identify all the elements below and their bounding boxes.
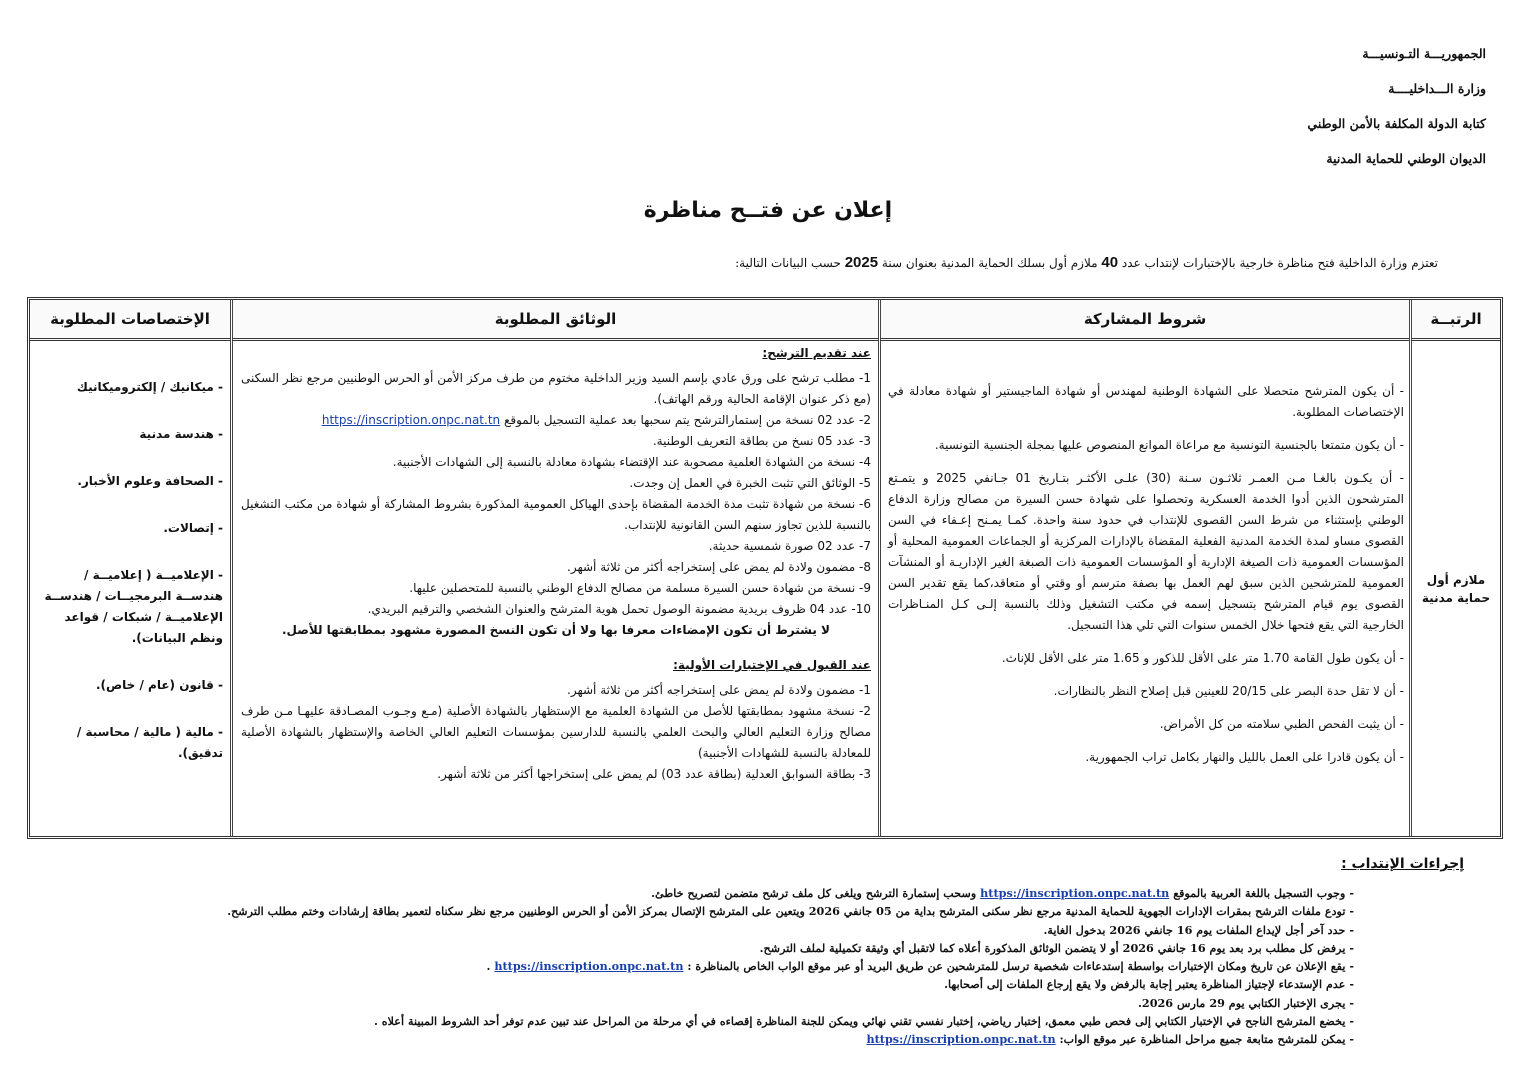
document-item bbox=[241, 536, 871, 557]
document-item bbox=[241, 368, 871, 410]
procedures-list bbox=[54, 884, 1354, 1049]
procedure-text: يمكن للمترشح متابعة جميع مراحل المناظرة عبر موقع الواب: bbox=[1059, 1032, 1346, 1047]
document-item bbox=[241, 557, 871, 578]
procedure-text: عدم الإستدعاء لإجتياز المناظرة يعتبر إجابة بالرفض ولا يقع إرجاع الملفات إلى أصحابها. bbox=[944, 977, 1346, 992]
procedure-item bbox=[54, 957, 1354, 975]
specialties-list bbox=[33, 377, 223, 764]
document-item bbox=[241, 494, 871, 536]
procedure-item bbox=[54, 994, 1354, 1012]
document-item-text: 4- نسخة من الشهادة العلمية مصحوبة عند الإقتضاء بشهادة معادلة بالنسبة إلى الشهادات الأجنبية. bbox=[392, 455, 871, 469]
intro-text-2: ملازم أول بسلك الحماية المدنية بعنوان سنة bbox=[881, 256, 1098, 270]
specialty-item: - ميكانيك / إلكتروميكانيك bbox=[76, 380, 223, 394]
republic-name: الجمهوريـــة التـونسيـــة bbox=[1362, 46, 1486, 61]
document-item-text: 6- نسخة من شهادة تثبت مدة الخدمة المقضاة بإحدى الهياكل العمومية المذكورة بشروط المشاركة أو شهادة من مكتب التشغيل بالنسبة للذين تجاوز سنهم السن القانونية للإنتداب. bbox=[241, 497, 871, 532]
registration-link[interactable]: https://inscription.onpc.nat.tn bbox=[980, 886, 1170, 900]
procedure-item bbox=[54, 939, 1354, 957]
intro-year: 2025 bbox=[844, 254, 879, 271]
specialty-item: - الصحافة وعلوم الأخبار. bbox=[77, 474, 223, 488]
document-item bbox=[241, 599, 871, 620]
document-item-text: 3- عدد 05 نسخ من بطاقة التعريف الوطنية. bbox=[652, 434, 871, 448]
document-item: 2- نسخة مشهود بمطابقتها للأصل من الشهادة العلمية مع الإستظهار بالشهادة الأصلية (مـع وجـوب المصـادقة عليهـا مـن طرف مصالح وزارة التعليم العالي والبحث العلمي بالنسبة للدارسين بمؤسسات التعليم العالي الخاصة والإستظهار بالشهادة الأصلية للمعادلة بالنسبة للشهادات الأجنبية) bbox=[241, 704, 871, 760]
document-item bbox=[241, 473, 871, 494]
specialty-item: - إتصالات. bbox=[163, 521, 223, 535]
procedure-text: حدد آخر أجل لإيداع الملفات يوم 16 جانفي 2026 بدخول الغاية. bbox=[1043, 922, 1346, 937]
header-conditions: شروط المشاركة bbox=[881, 300, 1409, 341]
condition-item: - أن يكـون بالغـا مـن العمـر ثلاثـون سـنة (30) علـى الأكثـر بتـاريخ 01 جـانفي 2025 و يتمـتع المترشحون الذين أدوا الخدمة العسكرية وتحصلوا على شهادة حسن السيرة من مصالح وزارة الدفاع الوطني بإستثناء من شرط السن القصوى للإنتداب في حدود سنة واحدة. كمـا يمـنح إعـفاء في السن القصوى مساو لمدة الخدمة المدنية الفعلية المقضاة بالإدارات المركزية أو الجماعات العمومية المحلية أو المؤسسات العمومية ذات الصيغة الإدارية أو المؤسسات العمومية ذات الصبغة الغير الإداريـة أو المنشآت العمومية للمترشحين الذين سبق لهم العمل بها بصفة مترسم أو وقتي أو متعاقد،كما يقع تقدير السن القصوى يوم قيام المترشح بتسجيل إسمه في مكتب التشغيل وذلك بالنسبة إلـى كـل المنـاظرات الخارجية التي يقع فتحها خلال الخمس سنوات التي تلي هذا التسجيل. bbox=[888, 471, 1404, 632]
conditions-cell bbox=[888, 341, 1404, 836]
header-documents: الوثائق المطلوبة bbox=[233, 300, 878, 341]
document-item: 1- مضمون ولادة لم يمض على إستخراجه أكثر من ثلاثة أشهر. bbox=[567, 683, 871, 697]
column-divider bbox=[230, 300, 233, 836]
procedure-text: تودع ملفات الترشح بمقرات الإدارات الجهوية للحماية المدنية مرجع نظر سكنى المترشح بداية من 05 جانفي 2026 ويتعين على المترشح الإتصال بمركز الأمن أو الحرس الوطنيين مرجع نظر سكناه لتعمير بطاقة إرشادات وختم مطلب الترشح. bbox=[227, 904, 1346, 919]
specialty-item: - مالية ( مالية / محاسبة / تدقيق). bbox=[76, 725, 223, 760]
specialty-item: - الإعلاميــة ( إعلاميــة / هندســة البرمجيــات / هندســة الإعلاميــة / شبكات / قواعد ونظم البيانات). bbox=[44, 568, 223, 645]
document-item bbox=[241, 578, 871, 599]
secretariat-name: كتابة الدولة المكلفة بالأمن الوطني bbox=[1307, 116, 1486, 131]
procedure-item bbox=[54, 1012, 1354, 1030]
registration-link[interactable]: https://inscription.onpc.nat.tn bbox=[494, 959, 684, 974]
procedure-item bbox=[54, 884, 1354, 902]
header-rank: الرتبــة bbox=[1412, 300, 1500, 341]
intro-count: 40 bbox=[1101, 254, 1119, 271]
conditions-list bbox=[888, 381, 1404, 768]
document-item-text: 8- مضمون ولادة لم يمض على إستخراجه أكثر من ثلاثة أشهر. bbox=[567, 560, 871, 574]
document-item bbox=[241, 452, 871, 473]
page-title: إعلان عن فتــح مناظرة bbox=[643, 198, 893, 223]
document-item: 3- بطاقة السوابق العدلية (بطاقة عدد 03) لم يمض على إستخراجها أكثر من ثلاثة أشهر. bbox=[437, 767, 871, 781]
organization-header bbox=[1186, 46, 1486, 186]
procedures-title: إجراءات الإنتداب : bbox=[1341, 856, 1464, 872]
procedure-text: وجوب التسجيل باللغة العربية بالموقع bbox=[1173, 886, 1346, 900]
document-item-text: 5- الوثائق التي تثبت الخبرة في العمل إن وجدت. bbox=[629, 476, 871, 490]
condition-item: - أن يثبت الفحص الطبي سلامته من كل الأمراض. bbox=[1159, 717, 1404, 731]
specialty-item: - هندسة مدنية bbox=[139, 427, 223, 441]
intro-text-3: حسب البيانات التالية: bbox=[735, 256, 841, 270]
requirements-table bbox=[27, 297, 1503, 839]
documents-section1-title: عند تقديم الترشح: bbox=[762, 346, 871, 360]
procedure-text: يقع الإعلان عن تاريخ ومكان الإختبارات بواسطة إستدعاءات شخصية ترسل للمترشحين عن طريق البريد أو عبر موقع الواب الخاص بالمناظرة : bbox=[687, 959, 1346, 974]
document-item-text: 2- عدد 02 نسخة من إستمارالترشح يتم سحبها بعد عملية التسجيل بالموقع bbox=[503, 413, 871, 427]
registration-link[interactable]: https://inscription.onpc.nat.tn bbox=[866, 1032, 1056, 1047]
registration-link[interactable]: https://inscription.onpc.nat.tn bbox=[321, 413, 501, 427]
procedure-text: يرفض كل مطلب برد بعد يوم 16 جانفي 2026 أو لا يتضمن الوثائق المذكورة أعلاه كما لاتقبل أي وثيقة تكميلية لملف الترشح. bbox=[759, 940, 1346, 955]
office-name: الديوان الوطني للحماية المدنية bbox=[1326, 151, 1486, 166]
condition-item: - أن يكون المترشح متحصلا على الشهادة الوطنية لمهندس أو شهادة الماجيستير أو شهادة معادلة في الإختصاصات المطلوبة. bbox=[888, 384, 1404, 419]
condition-item: - أن يكون قادرا على العمل بالليل والنهار بكامل تراب الجمهورية. bbox=[1085, 750, 1404, 764]
specialty-item: - قانون (عام / خاص). bbox=[95, 678, 223, 692]
condition-item: - أن يكون متمتعا بالجنسية التونسية مع مراعاة الموانع المنصوص عليها بمجلة الجنسية التونسية. bbox=[934, 438, 1404, 452]
intro-paragraph bbox=[438, 254, 1438, 271]
document-item bbox=[241, 431, 871, 452]
rank-cell bbox=[1412, 341, 1500, 836]
document-item-text: 1- مطلب ترشح على ورق عادي بإسم السيد وزير الداخلية مختوم من طرف مركز الأمن أو الحرس الوطنيين مرجع نظر السكنى (مع ذكر عنوان الإقامة الحالية ورقم الهاتف). bbox=[241, 371, 871, 406]
procedure-item bbox=[54, 902, 1354, 920]
column-divider bbox=[878, 300, 881, 836]
documents-section1-list bbox=[241, 368, 871, 620]
documents-note: لا يشترط أن تكون الإمضاءات معرفا بها ولا أن تكون النسخ المصورة مشهود بمطابقتها للأصل. bbox=[282, 623, 830, 637]
condition-item: - أن لا تقل حدة البصر على 20/15 للعينين قبل إصلاح النظر بالنظارات. bbox=[1053, 684, 1404, 698]
procedure-text-end: . bbox=[486, 959, 491, 974]
document-item-text: 7- عدد 02 صورة شمسية حديثة. bbox=[708, 539, 871, 553]
ministry-name: وزارة الـــداخليــــة bbox=[1388, 81, 1486, 96]
procedure-item bbox=[54, 1030, 1354, 1048]
procedure-item bbox=[54, 975, 1354, 993]
specialties-cell bbox=[33, 341, 223, 836]
condition-item: - أن يكون طول القامة 1.70 متر على الأقل للذكور و 1.65 متر على الأقل للإناث. bbox=[1001, 651, 1404, 665]
document-item-text: 10- عدد 04 ظروف بريدية مضمونة الوصول تحمل هوية المترشح والعنوان الشخصي والترقيم البريدي. bbox=[367, 602, 871, 616]
rank-text: ملازم أول حماية مدنية bbox=[1421, 572, 1491, 605]
document-item-text: 9- نسخة من شهادة حسن السيرة مسلمة من مصالح الدفاع الوطني بالنسبة للمتحصلين عليها. bbox=[409, 581, 871, 595]
documents-section2-list bbox=[241, 680, 871, 785]
document-item bbox=[241, 410, 871, 431]
documents-cell bbox=[241, 341, 871, 836]
intro-text-1: تعتزم وزارة الداخلية فتح مناظرة خارجية بالإختبارات لإنتداب عدد bbox=[1121, 256, 1438, 270]
procedure-item bbox=[54, 921, 1354, 939]
procedure-text: يخضع المترشح الناجح في الإختبار الكتابي إلى فحص طبي معمق، إختبار رياضي، إختبار نفسي تقني نهائي ويمكن للجنة المناظرة إقصاءه في أي مرحلة من المراحل عند تبين عدم توفر أحد الشروط المبينة أعلاه . bbox=[373, 1014, 1346, 1029]
procedure-text-end: وسحب إستمارة الترشح ويلغى كل ملف ترشح متضمن لتصريح خاطئ. bbox=[651, 886, 977, 900]
documents-section2-title: عند القبول في الإختبارات الأولية: bbox=[673, 658, 871, 672]
header-specialties: الإختصاصات المطلوبة bbox=[30, 300, 230, 341]
procedure-text: يجرى الإختبار الكتابي يوم 29 مارس 2026. bbox=[1138, 995, 1346, 1010]
